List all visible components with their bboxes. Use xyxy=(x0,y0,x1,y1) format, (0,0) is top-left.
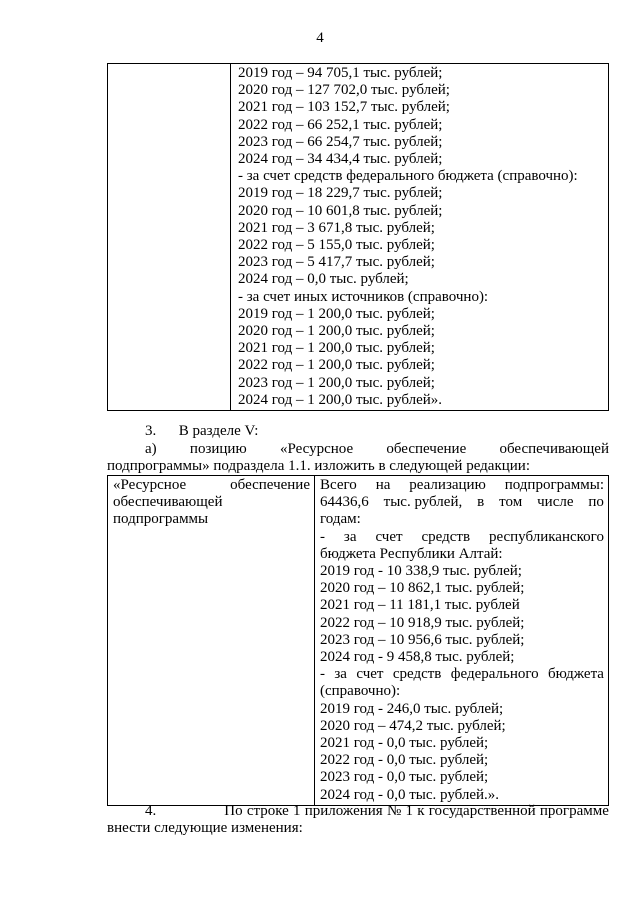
word: - xyxy=(320,666,325,683)
word: на xyxy=(375,477,391,493)
funding-table-continued xyxy=(107,63,609,411)
word: за xyxy=(343,528,357,545)
table2-left-line: обеспечивающей xyxy=(113,494,223,511)
table1-line: 2021 год – 3 671,8 тыс. рублей; xyxy=(238,219,435,236)
table2-right-line: годам: xyxy=(320,511,361,528)
word: средств xyxy=(421,528,471,545)
word: строке xyxy=(246,803,289,819)
table2-right-line: 2019 год - 246,0 тыс. рублей; xyxy=(320,700,504,717)
word: приложения xyxy=(304,803,383,819)
table1-line: 2019 год – 1 200,0 тыс. рублей; xyxy=(238,305,435,322)
table1-line: 2020 год – 10 601,8 тыс. рублей; xyxy=(238,202,443,219)
word: а) xyxy=(145,441,157,457)
word: к xyxy=(417,803,425,819)
table2-right-line: 2020 год – 474,2 тыс. рублей; xyxy=(320,717,506,734)
paragraph-4 xyxy=(107,803,609,837)
word: федерального xyxy=(450,666,539,683)
table2-right-line: 2023 год - 0,0 тыс. рублей; xyxy=(320,769,489,786)
paragraph-4-line1 xyxy=(107,803,609,820)
paragraph-a-line1 xyxy=(107,441,609,458)
word: № xyxy=(386,803,402,819)
table1-line: 2021 год – 1 200,0 тыс. рублей; xyxy=(238,340,435,357)
table1-line: 2021 год – 103 152,7 тыс. рублей; xyxy=(238,99,450,116)
table1-right-cell xyxy=(231,64,609,411)
table1-left-cell xyxy=(108,64,231,411)
table2-right-line: 2022 год – 10 918,9 тыс. рублей; xyxy=(320,614,525,631)
word: подпрограммы: xyxy=(504,477,604,493)
word: реализацию xyxy=(409,477,486,493)
table1-line: 2023 год – 5 417,7 тыс. рублей; xyxy=(238,254,435,271)
word: 64436,6 xyxy=(320,494,369,511)
table2-right-line1 xyxy=(320,477,604,494)
paragraph-a xyxy=(107,441,609,475)
table2-right-line: 2020 год – 10 862,1 тыс. рублей; xyxy=(320,580,525,597)
word: «Ресурсное xyxy=(113,477,187,493)
table1-line: - за счет средств федерального бюджета (справочно): xyxy=(238,168,578,185)
table1-line: 2024 год – 1 200,0 тыс. рублей». xyxy=(238,391,443,408)
table2-left-line1 xyxy=(113,477,310,494)
table2-right-cell xyxy=(315,476,609,806)
word: По xyxy=(224,803,243,819)
word: 1 xyxy=(293,803,301,819)
word: «Ресурсное xyxy=(279,441,354,457)
table1-line: 2024 год – 34 434,4 тыс. рублей; xyxy=(238,151,443,168)
table2-right-line: 2021 год – 11 181,1 тыс. рублей xyxy=(320,597,520,614)
table1-line: 2019 год – 18 229,7 тыс. рублей; xyxy=(238,185,443,202)
table1-line: - за счет иных источников (справочно): xyxy=(238,288,489,305)
table1-line: 2024 год – 0,0 тыс. рублей; xyxy=(238,271,409,288)
table1-line: 2022 год – 1 200,0 тыс. рублей; xyxy=(238,357,435,374)
table2-right-line: 2022 год - 0,0 тыс. рублей; xyxy=(320,752,489,769)
table2-left-line: подпрограммы xyxy=(113,511,209,528)
table2-right-line-fed xyxy=(320,666,604,683)
table1-line: 2020 год – 127 702,0 тыс. рублей; xyxy=(238,82,450,99)
word: обеспечивающей xyxy=(499,441,609,457)
paragraph-4-line2: внести следующие изменения: xyxy=(107,820,303,837)
word: за xyxy=(334,666,347,683)
word: - xyxy=(320,528,325,545)
paragraph-4-number: 4. xyxy=(145,803,157,819)
table1-line: 2020 год – 1 200,0 тыс. рублей; xyxy=(238,323,435,340)
word: обеспечение xyxy=(230,477,310,493)
word: Всего xyxy=(320,477,357,493)
word: том xyxy=(499,494,523,511)
word: по xyxy=(588,494,604,511)
table1-line: 2022 год – 66 252,1 тыс. рублей; xyxy=(238,116,443,133)
table2-right-line: 2024 год - 0,0 тыс. рублей.». xyxy=(320,786,500,803)
word: программе xyxy=(539,803,609,819)
table1-line: 2023 год – 66 254,7 тыс. рублей; xyxy=(238,133,443,150)
paragraph-3: 3. В разделе V: xyxy=(145,423,259,439)
word: средств xyxy=(392,666,442,683)
word: бюджета xyxy=(548,666,604,683)
word: позицию xyxy=(189,441,247,457)
table1-line: 2022 год – 5 155,0 тыс. рублей; xyxy=(238,237,435,254)
table2-left-cell xyxy=(108,476,315,806)
word: 1 xyxy=(405,803,413,819)
word: в xyxy=(477,494,485,511)
word: тыс. рублей, xyxy=(383,494,463,511)
table2-right-line2 xyxy=(320,494,604,511)
word: счет xyxy=(375,528,403,545)
word: обеспечение xyxy=(386,441,467,457)
table1-line: 2019 год – 94 705,1 тыс. рублей; xyxy=(238,65,443,81)
table2-right-line: 2023 год – 10 956,6 тыс. рублей; xyxy=(320,631,525,648)
word: государственной xyxy=(428,803,536,819)
table2-right-line: 2021 год - 0,0 тыс. рублей; xyxy=(320,735,489,752)
table1-line: 2023 год – 1 200,0 тыс. рублей; xyxy=(238,374,435,391)
table2-right-line: 2024 год - 9 458,8 тыс. рублей; xyxy=(320,649,515,666)
word: республиканского xyxy=(488,528,604,545)
table2-right-line: (справочно): xyxy=(320,683,401,700)
word: числе xyxy=(537,494,574,511)
word: счет xyxy=(356,666,384,683)
table2-right-line4 xyxy=(320,529,604,546)
table2-right-line: бюджета Республики Алтай: xyxy=(320,545,503,562)
paragraph-a-line2: подпрограммы» подраздела 1.1. изложить в следующей редакции: xyxy=(107,458,530,475)
page-number: 4 xyxy=(316,30,324,46)
table2-right-line: 2019 год - 10 338,9 тыс. рублей; xyxy=(320,563,522,580)
resource-provision-table xyxy=(107,475,609,806)
